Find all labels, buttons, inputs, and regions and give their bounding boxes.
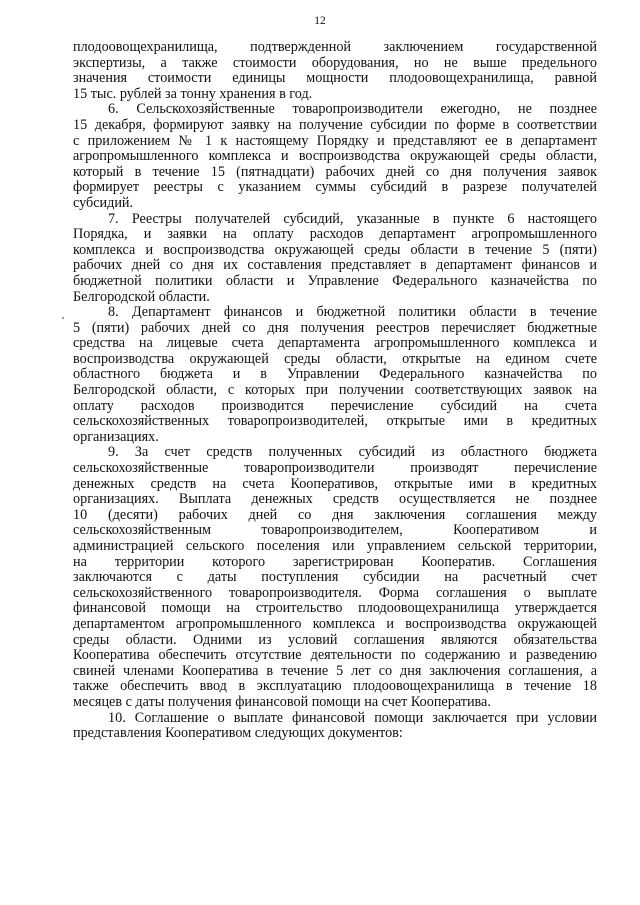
text-line: бюджетной политики области и Управление Федерального казначейства по — [73, 273, 597, 289]
scan-speck — [62, 317, 64, 319]
text-line: 8. Департамент финансов и бюджетной политики области в течение — [108, 305, 597, 321]
text-line: департаментом агропромышленного комплекса и воспроизводства окружающей — [73, 616, 597, 632]
text-line: 9. За счет средств полученных субсидий из областного бюджета — [108, 445, 597, 461]
text-line: Белгородской области. — [73, 289, 210, 305]
text-line: агропромышленного комплекса и воспроизводства окружающей среды области, — [73, 149, 597, 165]
page-number: 12 — [314, 15, 326, 27]
text-line: 5 (пяти) рабочих дней со дня получения реестров перечисляет бюджетные — [73, 320, 597, 336]
text-line: Белгородской области, с которых при получении соответствующих заявок на — [73, 383, 597, 399]
paragraph — [73, 40, 597, 102]
text-line: организациях. Выплата денежных средств осуществляется не позднее — [73, 492, 597, 508]
text-line: 10 (десяти) рабочих дней со дня заключения соглашения между — [73, 507, 597, 523]
text-line: денежных средств на счета Кооперативов, открытые ими в кредитных — [73, 476, 597, 492]
text-line: плодоовощехранилища, подтвержденной заключением государственной — [73, 40, 597, 55]
text-line: финансовой помощи на строительство плодоовощехранилища утверждается — [73, 601, 597, 617]
paragraph — [73, 212, 597, 306]
text-line: Кооператива обеспечить отсутствие деятельности по содержанию и разведению — [73, 648, 597, 664]
paragraph — [73, 102, 597, 211]
paragraph — [73, 305, 597, 445]
text-line: сельскохозяйственные товаропроизводители производят перечисление — [73, 461, 597, 477]
text-line: среды области. Одними из условий соглашения являются обязательства — [73, 632, 597, 648]
text-line: 15 тыс. рублей за тонну хранения в год. — [73, 86, 313, 102]
text-line: администрацией сельского поселения или управлением сельской территории, — [73, 539, 597, 554]
text-line: заключаются с даты поступления субсидии на расчетный счет — [73, 570, 597, 586]
text-line: комплекса и воспроизводства окружающей среды области в течение 5 (пяти) — [73, 242, 597, 258]
text-line: оплату расходов производится перечисление субсидий на счета — [73, 398, 597, 414]
text-line: 6. Сельскохозяйственные товаропроизводители ежегодно, не позднее — [108, 102, 597, 118]
text-line: значения стоимости единицы мощности плодоовощехранилища, равной — [73, 71, 597, 87]
text-line: свиней членами Кооператива в течение 5 лет со дня заключения соглашения, а — [73, 663, 597, 679]
text-line: экспертизы, а также стоимости оборудования, но не выше предельного — [73, 55, 597, 71]
text-line: средства на лицевые счета департамента агропромышленного комплекса и — [73, 336, 597, 352]
text-line: месяцев с даты получения финансовой помощи на счет Кооператива. — [73, 694, 491, 710]
paragraph — [73, 711, 597, 742]
text-line: формирует реестры с указанием суммы субсидий в разрезе получателей — [73, 180, 597, 196]
text-line: сельскохозяйственным товаропроизводителем, Кооперативом и — [73, 523, 597, 539]
paragraph — [73, 445, 597, 710]
text-line: Порядка, и заявки на оплату расходов департамент агропромышленного — [73, 227, 597, 243]
text-line: также обеспечить ввод в эксплуатацию плодоовощехранилища в течение 18 — [73, 679, 597, 695]
text-line: воспроизводства окружающей среды области, открытые на едином счете — [73, 351, 597, 367]
text-line: представления Кооперативом следующих документов: — [73, 726, 403, 742]
text-line: 15 декабря, формируют заявку на получение субсидии по форме в соответствии — [73, 117, 597, 133]
text-line: на территории которого зарегистрирован Кооператив. Соглашения — [73, 554, 597, 570]
text-line: сельскохозяйственного товаропроизводителя. Форма соглашения о выплате — [73, 585, 597, 601]
text-line: организациях. — [73, 429, 159, 445]
text-line: 7. Реестры получателей субсидий, указанные в пункте 6 настоящего — [108, 211, 597, 227]
text-line: с приложением № 1 к настоящему Порядку и представляют ее в департамент — [73, 133, 597, 149]
text-line: сельскохозяйственных товаропроизводителей, открытые ими в кредитных — [73, 414, 597, 430]
text-line: рабочих дней со дня их составления представляет в департамент финансов и — [73, 258, 597, 274]
text-line: областного бюджета и в Управлении Федерального казначейства по — [73, 367, 597, 383]
text-line: который в течение 15 (пятнадцати) рабочих дней со дня получения заявок — [73, 164, 597, 180]
text-line: субсидий. — [73, 195, 134, 211]
text-line: 10. Соглашение о выплате финансовой помощи заключается при условии — [108, 710, 597, 726]
document-body — [73, 40, 597, 742]
